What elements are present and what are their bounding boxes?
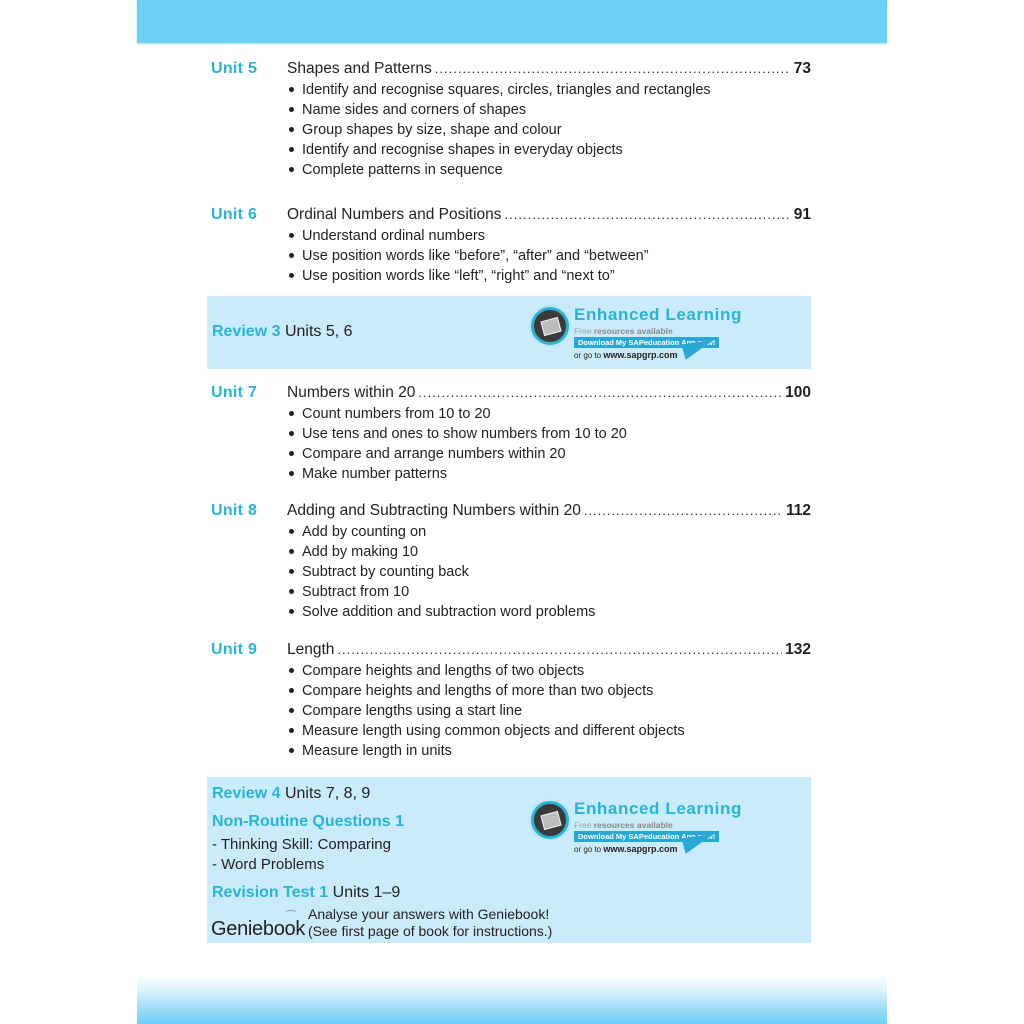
unit-title: Length bbox=[287, 641, 335, 658]
toc-page bbox=[137, 0, 887, 1024]
review-units: Units 7, 8, 9 bbox=[284, 785, 371, 802]
geniebook-line-2: (See first page of book for instructions.) bbox=[308, 923, 553, 939]
revision-test-entry[interactable] bbox=[212, 884, 400, 902]
geniebook-line-1: Analyse your answers with Geniebook! bbox=[308, 906, 550, 922]
list-item: Use position words like “before”, “after” and “between” bbox=[289, 246, 649, 266]
bullet-icon bbox=[289, 167, 294, 172]
footer-band bbox=[137, 975, 887, 1024]
bullet-icon bbox=[289, 748, 294, 753]
objectives-list bbox=[289, 80, 711, 180]
revision-test-label: Revision Test 1 bbox=[212, 884, 329, 901]
list-item: Compare heights and lengths of two objects bbox=[289, 661, 685, 681]
unit-title-row[interactable] bbox=[287, 206, 811, 224]
unit-title: Adding and Subtracting Numbers within 20 bbox=[287, 502, 581, 519]
objectives-list bbox=[289, 226, 649, 286]
review-label: Review 4 bbox=[212, 785, 281, 802]
unit-label: Unit 7 bbox=[211, 384, 258, 401]
bullet-icon bbox=[289, 107, 294, 112]
objectives-list bbox=[289, 522, 595, 622]
list-item: Compare and arrange numbers within 20 bbox=[289, 444, 627, 464]
list-item: Measure length using common objects and different objects bbox=[289, 721, 685, 741]
non-routine-questions-label[interactable]: Non-Routine Questions 1 bbox=[212, 813, 404, 830]
page-number: 112 bbox=[785, 502, 811, 519]
list-item: Use position words like “left”, “right” and “next to” bbox=[289, 266, 649, 286]
bullet-icon bbox=[289, 589, 294, 594]
list-item: Subtract from 10 bbox=[289, 582, 595, 602]
bullet-icon bbox=[289, 708, 294, 713]
list-item: Identify and recognise shapes in everyday objects bbox=[289, 140, 711, 160]
bullet-icon bbox=[289, 431, 294, 436]
list-item: Name sides and corners of shapes bbox=[289, 100, 711, 120]
bullet-icon bbox=[289, 127, 294, 132]
unit-label: Unit 6 bbox=[211, 206, 258, 223]
bullet-icon bbox=[289, 87, 294, 92]
bullet-icon bbox=[289, 569, 294, 574]
bullet-icon bbox=[289, 233, 294, 238]
bullet-icon bbox=[289, 549, 294, 554]
list-item: Measure length in units bbox=[289, 741, 685, 761]
enhanced-learning-title: Enhanced Learning bbox=[574, 305, 742, 324]
website-link[interactable]: or go to www.sapgrp.com bbox=[574, 844, 678, 854]
unit-title-row[interactable] bbox=[287, 641, 811, 659]
list-item: Compare heights and lengths of more than two objects bbox=[289, 681, 685, 701]
list-item: Group shapes by size, shape and colour bbox=[289, 120, 711, 140]
list-item: Add by making 10 bbox=[289, 542, 595, 562]
page-number: 91 bbox=[793, 206, 811, 223]
list-item: Solve addition and subtraction word problems bbox=[289, 602, 595, 622]
list-item: Make number patterns bbox=[289, 464, 627, 484]
free-resources-text: Free resources available bbox=[574, 820, 673, 830]
geniebook-logo: Geniebook bbox=[211, 918, 306, 940]
unit-title: Numbers within 20 bbox=[287, 384, 416, 401]
revision-test-units: Units 1–9 bbox=[332, 884, 401, 901]
bullet-icon bbox=[289, 147, 294, 152]
bullet-icon bbox=[289, 411, 294, 416]
list-item: Use tens and ones to show numbers from 10 to 20 bbox=[289, 424, 627, 444]
unit-title-row[interactable] bbox=[287, 60, 811, 78]
bullet-icon bbox=[289, 668, 294, 673]
list-item: Complete patterns in sequence bbox=[289, 160, 711, 180]
app-phone-icon bbox=[531, 307, 569, 345]
bullet-icon bbox=[289, 609, 294, 614]
unit-label: Unit 5 bbox=[211, 60, 258, 77]
download-app-banner[interactable]: Download My SAPeducation App now! bbox=[574, 337, 719, 348]
list-item: Compare lengths using a start line bbox=[289, 701, 685, 721]
unit-label: Unit 8 bbox=[211, 502, 258, 519]
bullet-icon bbox=[289, 273, 294, 278]
non-routine-item: - Word Problems bbox=[212, 856, 325, 873]
bullet-icon bbox=[289, 728, 294, 733]
list-item: Understand ordinal numbers bbox=[289, 226, 649, 246]
list-item: Identify and recognise squares, circles, triangles and rectangles bbox=[289, 80, 711, 100]
bullet-icon bbox=[289, 253, 294, 258]
dot-leader bbox=[505, 207, 791, 222]
unit-label: Unit 9 bbox=[211, 641, 258, 658]
page-number: 132 bbox=[785, 641, 811, 658]
dot-leader bbox=[337, 642, 782, 657]
bullet-icon bbox=[289, 451, 294, 456]
header-band bbox=[137, 0, 887, 43]
review-3-entry[interactable] bbox=[212, 323, 353, 341]
review-4-box bbox=[207, 777, 811, 943]
dot-leader bbox=[418, 385, 782, 400]
app-phone-icon bbox=[531, 801, 569, 839]
review-units: Units 5, 6 bbox=[284, 323, 353, 340]
list-item: Subtract by counting back bbox=[289, 562, 595, 582]
bullet-icon bbox=[289, 529, 294, 534]
enhanced-learning-title: Enhanced Learning bbox=[574, 799, 742, 818]
geniebook-swirl-icon bbox=[285, 910, 297, 915]
enhanced-learning-badge[interactable] bbox=[528, 305, 788, 367]
bullet-icon bbox=[289, 471, 294, 476]
objectives-list bbox=[289, 661, 685, 761]
bullet-icon bbox=[289, 688, 294, 693]
list-item: Count numbers from 10 to 20 bbox=[289, 404, 627, 424]
enhanced-learning-badge[interactable] bbox=[528, 799, 788, 861]
download-app-banner[interactable]: Download My SAPeducation App now! bbox=[574, 831, 719, 842]
free-resources-text: Free resources available bbox=[574, 326, 673, 336]
page-number: 73 bbox=[793, 60, 811, 77]
review-label: Review 3 bbox=[212, 323, 281, 340]
list-item: Add by counting on bbox=[289, 522, 595, 542]
unit-title: Shapes and Patterns bbox=[287, 60, 432, 77]
dot-leader bbox=[584, 503, 783, 518]
dot-leader bbox=[435, 61, 791, 76]
unit-title-row[interactable] bbox=[287, 502, 811, 520]
review-4-entry[interactable] bbox=[212, 785, 370, 803]
unit-title-row[interactable] bbox=[287, 384, 811, 402]
objectives-list bbox=[289, 404, 627, 484]
non-routine-item: - Thinking Skill: Comparing bbox=[212, 836, 391, 853]
unit-title: Ordinal Numbers and Positions bbox=[287, 206, 502, 223]
review-3-box bbox=[207, 296, 811, 369]
website-link[interactable]: or go to www.sapgrp.com bbox=[574, 350, 678, 360]
page-number: 100 bbox=[785, 384, 811, 401]
